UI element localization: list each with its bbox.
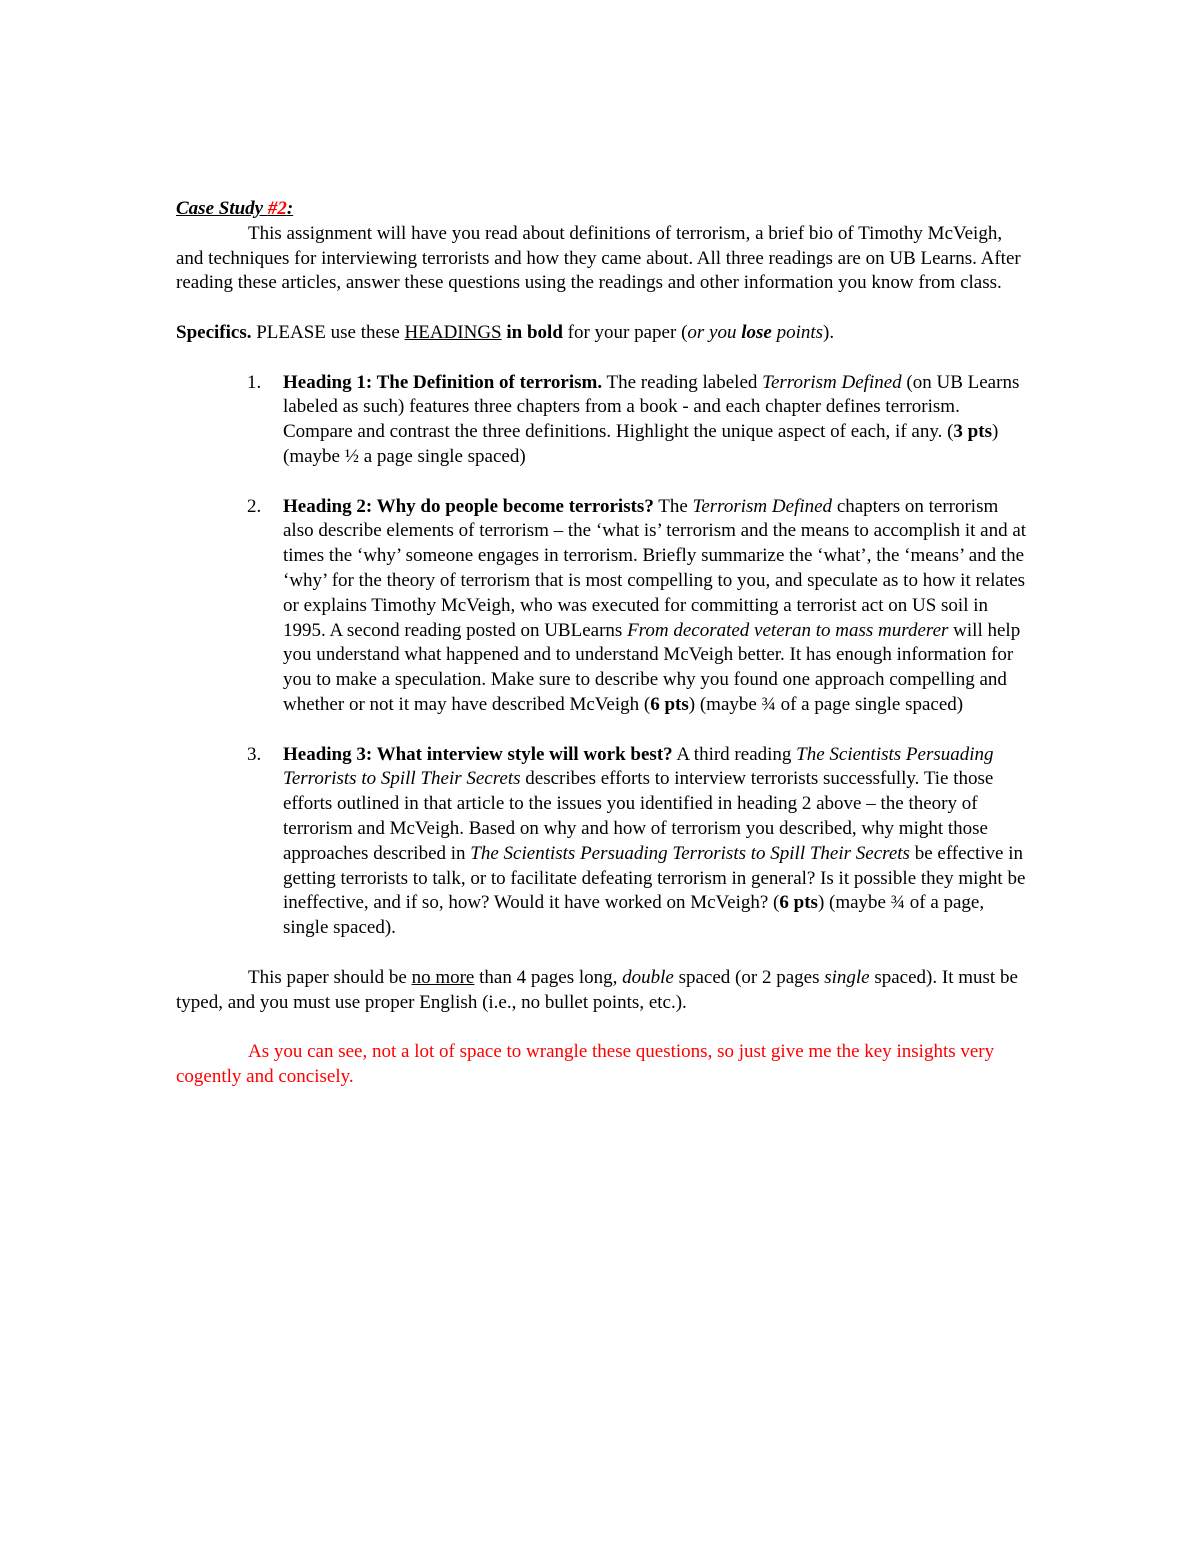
item-heading: Heading 1: The Definition of terrorism.	[283, 371, 603, 393]
spacer	[176, 296, 1028, 321]
no-more-phrase: no more	[411, 966, 475, 988]
item-text: ) (maybe ¾ of a page, single spaced).	[283, 892, 985, 939]
double-word: double	[622, 966, 674, 988]
points-value: 6 pts	[650, 693, 689, 715]
list-item-heading-2	[176, 495, 1028, 718]
list-marker: 2.	[247, 495, 262, 517]
question-list	[176, 371, 1028, 941]
in-bold-phrase: in bold	[506, 321, 563, 343]
specifics-text: ).	[823, 321, 835, 343]
item-text: ) (maybe ½ a page single spaced)	[283, 421, 999, 467]
reading-title: The Scientists Persuading Terrorists to Spill Their Secrets	[283, 743, 994, 790]
item-text: The reading labeled	[602, 371, 763, 393]
reading-title: Terrorism Defined	[762, 371, 902, 393]
item-text: A third reading	[672, 743, 797, 765]
points-value: 6 pts	[779, 892, 818, 914]
spacer	[176, 1015, 1028, 1040]
closing-note: As you can see, not a lot of space to wrangle these questions, so just give me the key insights very cogently and concisely.	[176, 1041, 995, 1087]
specifics-lead: Specifics.	[176, 321, 252, 343]
document-page	[176, 197, 1028, 1090]
list-marker: 3.	[247, 743, 262, 765]
spacer	[176, 346, 1028, 371]
points-word: points	[771, 321, 824, 343]
list-item-heading-3	[176, 743, 1028, 941]
item-text: describes efforts to interview terrorists successfully. Tie those efforts outlined in that article to the issues you identified in heading 2 above – the theory of terrorism and McVeigh. Based on why and how of terrorism you described, why might those approaches described in	[283, 768, 994, 864]
item-text: chapters on terrorism also describe elements of terrorism – the ‘what is’ terrorism and the means to accomplish it and at times the ‘why’ someone engages in terrorism. Briefly summarize the ‘what’, the ‘means’ and the ‘why’ for the theory of terrorism that is most compelling to you, and speculate as to how it relates or explains Timothy McVeigh, who was executed for committing a terrorist act on US soil in 1995. A second reading posted on UBLearns	[283, 495, 1027, 641]
item-heading: Heading 3: What interview style will work best?	[283, 743, 673, 765]
item-text: will help you understand what happened and to understand McVeigh better. It has enough information for you to make a speculation. Make sure to describe why you found one approach compelling and whether or not it may have described McVeigh (	[283, 619, 1021, 715]
title-colon: :	[286, 198, 294, 219]
item-text: (on UB Learns labeled as such) features three chapters from a book - and each chapter defines terrorism. Compare and contrast the three definitions. Highlight the unique aspect of each, if any. (	[283, 371, 1020, 443]
lose-word: lose	[741, 321, 772, 343]
item-text: be effective in getting terrorists to talk, or to facilitate defeating terrorism in general? Is it possible they might be ineffective, and if so, how? Would it have worked on McVeigh? (	[283, 842, 1026, 914]
item-text: The	[653, 495, 693, 517]
intro-paragraph: This assignment will have you read about definitions of terrorism, a brief bio of Timothy McVeigh, and techniques for interviewing terrorists and how they came about. All three readings are on UB Learns. After reading these articles, answer these questions using the readings and other information you know from class.	[176, 222, 1021, 294]
reading-title: From decorated veteran to mass murderer	[627, 619, 949, 641]
length-text: This paper should be	[248, 966, 412, 988]
length-text: spaced (or 2 pages	[673, 966, 825, 988]
headings-word: HEADINGS	[404, 321, 502, 343]
points-value: 3 pts	[953, 421, 992, 443]
specifics-paragraph	[176, 321, 1028, 346]
list-item-heading-1	[176, 371, 1028, 470]
reading-title: The Scientists Persuading Terrorists to Spill Their Secrets	[470, 842, 910, 864]
specifics-text: for your paper (	[562, 321, 688, 343]
page-title	[176, 197, 1028, 222]
specifics-text: PLEASE use these	[251, 321, 405, 343]
single-word: single	[824, 966, 870, 988]
title-label: Case Study	[176, 198, 268, 219]
item-heading: Heading 2: Why do people become terrorists?	[283, 495, 654, 517]
length-text: spaced). It must be typed, and you must use proper English (i.e., no bullet points, etc.).	[176, 966, 1018, 1013]
title-number: #2	[267, 198, 287, 219]
length-text: than 4 pages long,	[474, 966, 623, 988]
reading-title: Terrorism Defined	[692, 495, 833, 517]
length-paragraph	[176, 966, 1028, 1016]
item-text: ) (maybe ¾ of a page single spaced)	[688, 693, 964, 715]
or-you-phrase: or you	[687, 321, 742, 343]
list-marker: 1.	[247, 371, 262, 393]
